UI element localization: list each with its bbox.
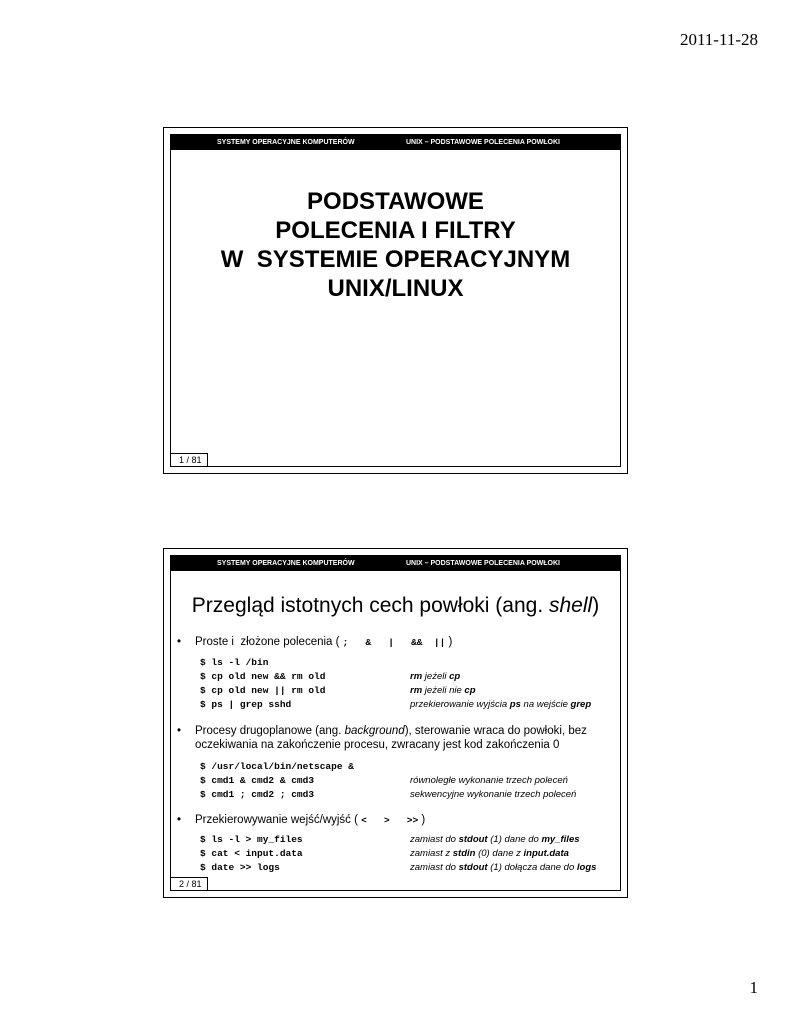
command-line: $ ls -l > my_files — [200, 834, 303, 845]
slide-number: 2 / 81 — [179, 879, 202, 889]
slide-2-title — [171, 594, 620, 618]
command-note: przekierowanie wyjścia ps na wejście grep — [410, 699, 592, 710]
command-note: zamiast do stdout (1) dołącza dane do logs — [410, 862, 597, 873]
title-text: Przegląd istotnych cech powłoki (ang. — [191, 594, 549, 617]
bullet-text: Procesy drugoplanowe (ang. — [195, 725, 345, 737]
command-note: zamiast z stdin (0) dane z input.data — [410, 848, 569, 859]
slide-header — [171, 556, 620, 571]
command-line: $ ls -l /bin — [200, 657, 269, 668]
page-number: 1 — [749, 978, 758, 997]
command-line: $ cp old new && rm old — [200, 671, 326, 682]
bullet-text: Proste i złożone polecenia ( — [195, 636, 343, 648]
bullet-text: oczekiwania na zakończenie procesu, zwracany jest kod zakończenia 0 — [195, 739, 560, 751]
operators: < > >> — [361, 815, 419, 826]
slide-footer — [171, 877, 208, 890]
title-line: PODSTAWOWE — [307, 188, 484, 215]
header-left: SYSTEMY OPERACYJNE KOMPUTERÓW — [217, 139, 355, 146]
title-text-end: ) — [592, 594, 600, 617]
command-line: $ /usr/local/bin/netscape & — [200, 761, 354, 772]
title-line: W SYSTEMIE OPERACYJNYM — [220, 246, 571, 273]
slide-header — [171, 135, 620, 150]
command-line: $ cp old new || rm old — [200, 685, 326, 696]
print-date: 2011-11-28 — [679, 30, 758, 49]
header-right: UNIX – PODSTAWOWE POLECENIA POWŁOKI — [406, 139, 561, 146]
bullet-dot-icon: • — [177, 725, 182, 737]
bullet-text: ), sterowanie wraca do powłoki, bez — [404, 725, 587, 737]
slide-2-frame — [170, 555, 621, 891]
title-line: UNIX/LINUX — [327, 275, 464, 302]
bullet-text: Przekierowywanie wejść/wyjść ( — [195, 814, 362, 826]
command-line: $ ps | grep sshd — [200, 699, 292, 710]
bullet-emphasis: background — [344, 725, 405, 737]
command-note: równoległe wykonanie trzech poleceń — [410, 775, 568, 786]
command-line: $ date >> logs — [200, 862, 280, 873]
command-note: rm jeżeli nie cp — [410, 685, 476, 696]
slide-2 — [163, 548, 628, 898]
command-line: $ cat < input.data — [200, 848, 303, 859]
slide-1-frame — [170, 134, 621, 467]
slide-footer — [171, 453, 208, 466]
header-left: SYSTEMY OPERACYJNE KOMPUTERÓW — [217, 560, 355, 567]
bullet-text-end: ) — [418, 814, 426, 826]
title-emphasis: shell — [548, 594, 593, 617]
command-note: rm jeżeli cp — [410, 671, 461, 682]
title-line: POLECENIA I FILTRY — [275, 217, 516, 244]
slide-1-title — [171, 187, 620, 303]
command-line: $ cmd1 & cmd2 & cmd3 — [200, 775, 315, 786]
operators: ; & | && || — [342, 637, 446, 648]
command-line: $ cmd1 ; cmd2 ; cmd3 — [200, 789, 315, 800]
bullet-dot-icon: • — [177, 814, 182, 826]
slide-number: 1 / 81 — [179, 455, 202, 465]
slide-1 — [163, 127, 628, 474]
bullet-dot-icon: • — [177, 636, 182, 648]
command-note: zamiast do stdout (1) dane do my_files — [410, 834, 580, 845]
header-right: UNIX – PODSTAWOWE POLECENIA POWŁOKI — [406, 560, 561, 567]
bullet-text-end: ) — [445, 636, 453, 648]
command-note: sekwencyjne wykonanie trzech poleceń — [410, 789, 577, 800]
